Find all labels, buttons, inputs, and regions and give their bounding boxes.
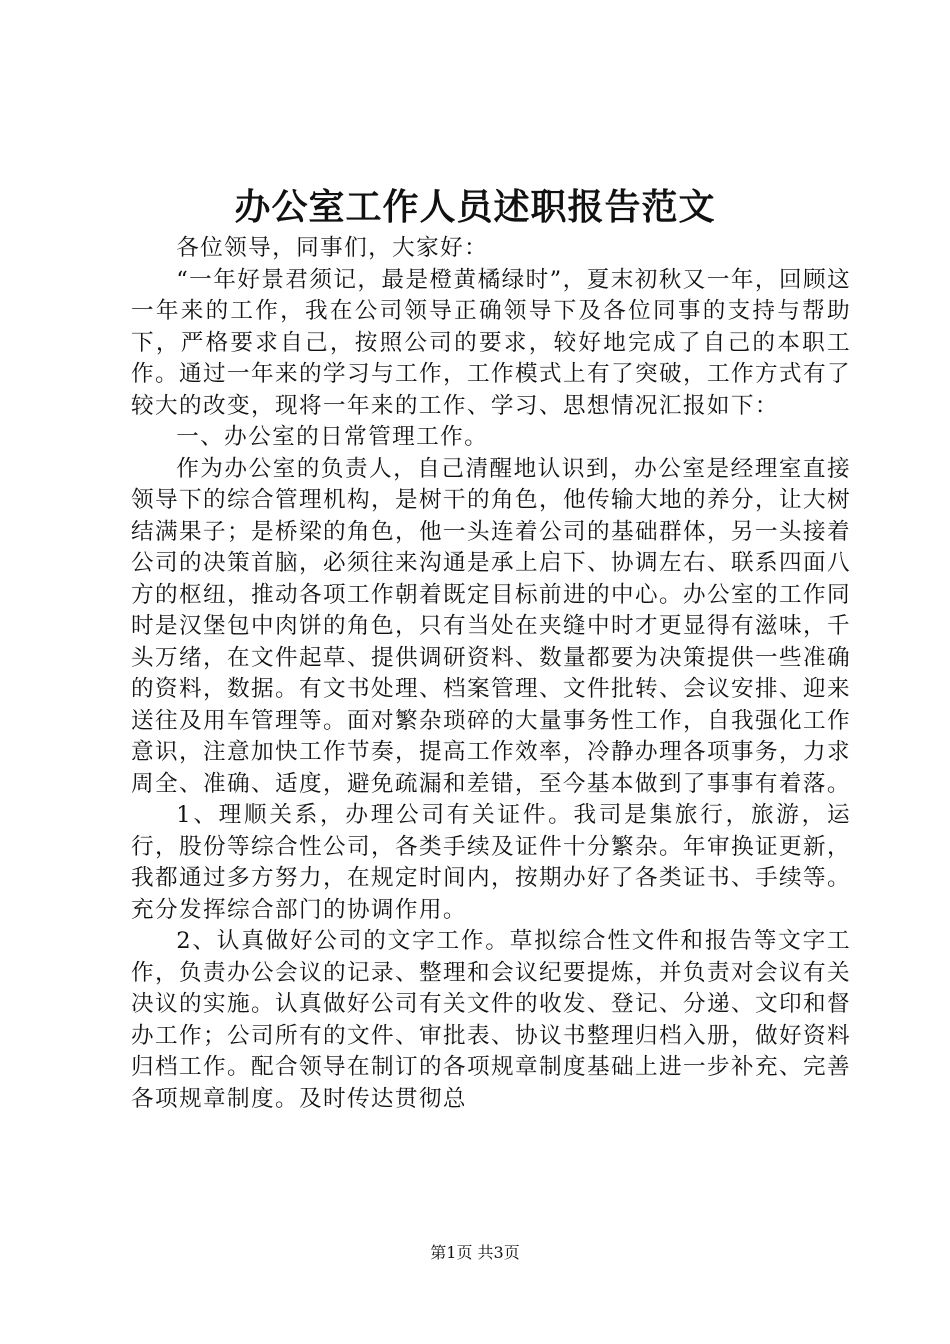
item-1-paragraph: 1、理顺关系，办理公司有关证件。我司是集旅行，旅游，运行，股份等综合性公司，各类手续及证件十分繁杂。年审换证更新，我都通过多方努力，在规定时间内，按期办好了各类证书、手续等。充分发挥综合部门的协调作用。 (131, 802, 851, 923)
office-role-paragraph: 作为办公室的负责人，自己清醒地认识到，办公室是经理室直接领导下的综合管理机构，是树干的角色，他传输大地的养分，让大树结满果子；是桥梁的角色，他一头连着公司的基础群体，另一头接着公司的决策首脑，必须往来沟通是承上启下、协调左右、联系四面八方的枢纽，推动各项工作朝着既定目标前进的中心。办公室的工作同时是汉堡包中肉饼的角色，只有当处在夹缝中时才更显得有滋味，千头万绪，在文件起草、提供调研资料、数量都要为决策提供一些准确的资料，数据。有文书处理、档案管理、文件批转、会议安排、迎来送往及用车管理等。面对繁杂琐碎的大量事务性工作，自我强化工作意识，注意加快工作节奏，提高工作效率，冷静办理各项事务，力求周全、准确、适度，避免疏漏和差错，至今基本做到了事事有着落。 (131, 455, 851, 797)
greeting-paragraph: 各位领导，同事们，大家好： (176, 235, 489, 261)
intro-paragraph: “一年好景君须记，最是橙黄橘绿时”，夏末初秋又一年，回顾这一年来的工作，我在公司领导正确领导下及各位同事的支持与帮助下，严格要求自己，按照公司的要求，较好地完成了自己的本职工作。通过一年来的学习与工作，工作模式上有了突破，工作方式有了较大的改变，现将一年来的工作、学习、思想情况汇报如下： (131, 266, 851, 419)
section-heading-paragraph: 一、办公室的日常管理工作。 (176, 424, 489, 450)
document-title: 办公室工作人员述职报告范文 (234, 187, 716, 228)
document-body (131, 233, 851, 1115)
page-footer: 第1页 共3页 (430, 1243, 520, 1262)
item-2-paragraph: 2、认真做好公司的文字工作。草拟综合性文件和报告等文字工作，负责办公会议的记录、整理和会议纪要提炼，并负责对会议有关决议的实施。认真做好公司有关文件的收发、登记、分递、文印和督办工作；公司所有的文件、审批表、协议书整理归档入册，做好资料归档工作。配合领导在制订的各项规章制度基础上进一步补充、完善各项规章制度。及时传达贯彻总 (131, 928, 851, 1112)
